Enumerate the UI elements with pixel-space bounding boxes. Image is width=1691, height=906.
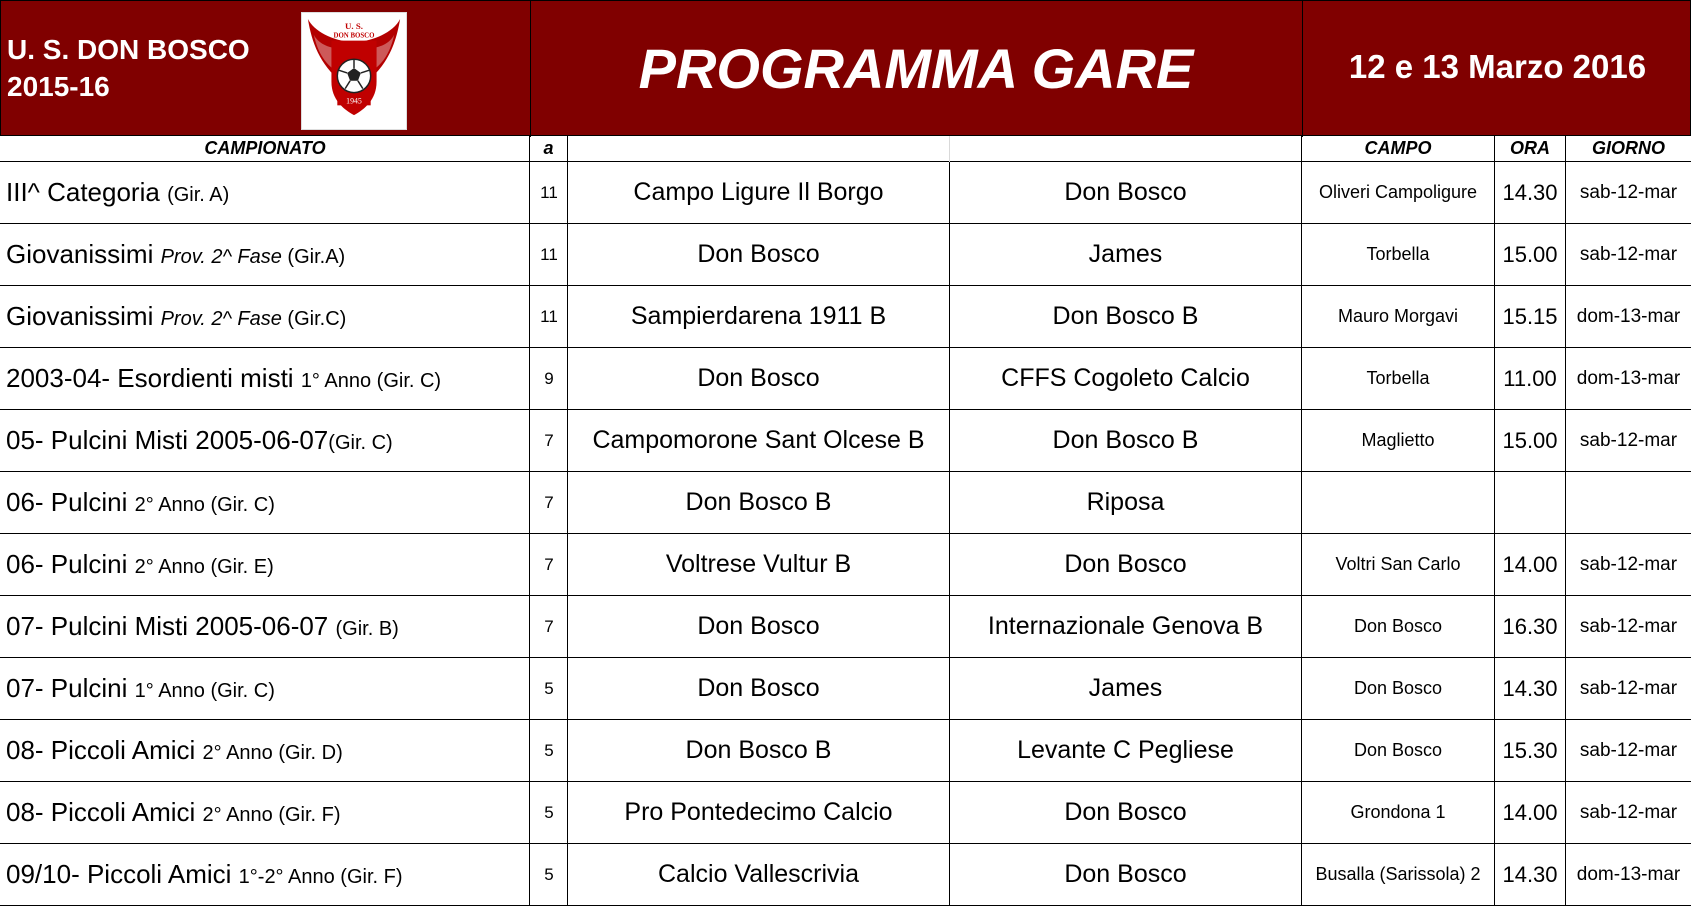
cell-round: 9 (544, 369, 554, 388)
cell-ora: 14.30 (1502, 862, 1558, 887)
cell-campionato (6, 472, 526, 533)
cell-home-team: Don Bosco (697, 612, 820, 640)
cell-campionato (6, 162, 526, 223)
cell-round: 11 (540, 183, 558, 202)
cell-away-team: Don Bosco (1064, 178, 1187, 206)
col-header-giorno: GIORNO (1591, 138, 1665, 158)
table-row (0, 844, 1691, 906)
cell-away-team: Don Bosco (1064, 860, 1187, 888)
cell-giorno: sab-12-mar (1579, 616, 1678, 637)
cell-ora: 15.00 (1502, 242, 1558, 267)
col-header-campionato: CAMPIONATO (204, 138, 326, 158)
col-header-campo: CAMPO (1364, 138, 1432, 158)
cell-ora: 14.30 (1502, 180, 1558, 205)
cell-ora: 14.00 (1502, 800, 1558, 825)
logo-name-text: DON BOSCO (333, 32, 375, 40)
league-name: Giovanissimi (6, 239, 161, 269)
cell-home-team: Campo Ligure Il Borgo (633, 178, 884, 206)
cell-away-team: Don Bosco B (1052, 426, 1199, 454)
cell-giorno: sab-12-mar (1579, 802, 1678, 823)
logo-year: 1945 (346, 96, 362, 106)
table-row (0, 162, 1691, 224)
league-detail: (Gir. B) (335, 618, 399, 640)
league-name: 07- Pulcini Misti 2005-06-07 (6, 611, 336, 641)
league-name: 07- Pulcini (6, 673, 135, 703)
cell-giorno: sab-12-mar (1579, 678, 1678, 699)
league-phase: Prov. 2^ Fase (160, 246, 282, 268)
cell-campionato (6, 224, 526, 285)
league-name: 06- Pulcini (6, 487, 135, 517)
league-detail: 1° Anno (Gir. C) (300, 370, 442, 392)
cell-away-team: Levante C Pegliese (1017, 736, 1234, 764)
cell-away-team: Don Bosco B (1052, 302, 1199, 330)
cell-round: 5 (544, 803, 554, 822)
table-row (0, 658, 1691, 720)
cell-home-team: Pro Pontedecimo Calcio (624, 798, 893, 826)
cell-giorno (1566, 472, 1691, 533)
table-row (0, 348, 1691, 410)
cell-round: 7 (544, 431, 554, 450)
cell-home-team: Voltrese Vultur B (665, 550, 852, 578)
column-header-row (0, 136, 1691, 162)
table-row (0, 596, 1691, 658)
cell-ora: 11.00 (1503, 366, 1557, 391)
cell-campionato (6, 720, 526, 781)
league-name: Giovanissimi (6, 301, 161, 331)
header-band (0, 0, 1691, 136)
cell-campionato (6, 286, 526, 347)
cell-home-team: Campomorone Sant Olcese B (592, 426, 925, 454)
grid-line (949, 136, 950, 162)
club-logo (301, 12, 407, 130)
league-group: (Gir.A) (281, 246, 346, 268)
league-name: III^ Categoria (6, 177, 168, 207)
cell-away-team: Don Bosco (1064, 798, 1187, 826)
cell-home-team: Don Bosco (697, 364, 820, 392)
table-row (0, 472, 1691, 534)
cell-giorno: dom-13-mar (1576, 864, 1681, 885)
cell-campo: Mauro Morgavi (1337, 306, 1459, 326)
cell-giorno: sab-12-mar (1579, 740, 1678, 761)
cell-ora: 14.00 (1502, 552, 1558, 577)
cell-ora: 15.00 (1502, 428, 1558, 453)
cell-campionato (6, 410, 526, 471)
cell-home-team: Don Bosco B (685, 736, 832, 764)
cell-campo: Don Bosco (1353, 616, 1443, 636)
table-row (0, 720, 1691, 782)
cell-away-team: James (1088, 240, 1163, 268)
table-row (0, 224, 1691, 286)
cell-campo (1302, 472, 1494, 533)
league-name: 09/10- Piccoli Amici (6, 859, 239, 889)
cell-campo: Grondona 1 (1350, 802, 1446, 822)
league-name: 08- Piccoli Amici (6, 735, 203, 765)
cell-campo: Oliveri Campoligure (1318, 182, 1478, 202)
cell-giorno: sab-12-mar (1579, 244, 1678, 265)
league-name: 2003-04- Esordienti misti (6, 363, 301, 393)
col-header-ora: ORA (1510, 138, 1550, 158)
match-date: 12 e 13 Marzo 2016 (1348, 48, 1647, 85)
cell-giorno: dom-13-mar (1576, 368, 1681, 389)
table-row (0, 286, 1691, 348)
club-name-line1: U. S. DON BOSCO (7, 34, 250, 65)
cell-away-team: Internazionale Genova B (987, 612, 1264, 640)
cell-home-team: Don Bosco (697, 674, 820, 702)
league-detail: 2° Anno (Gir. C) (134, 494, 275, 516)
cell-campionato (6, 348, 526, 409)
cell-campo: Torbella (1366, 244, 1430, 264)
cell-away-team: Riposa (1086, 488, 1165, 516)
league-detail: 2° Anno (Gir. E) (134, 556, 274, 578)
league-detail: 2° Anno (Gir. D) (202, 742, 343, 764)
cell-home-team: Don Bosco (697, 240, 820, 268)
cell-home-team: Calcio Vallescrivia (658, 860, 859, 888)
cell-campo: Don Bosco (1353, 740, 1443, 760)
cell-round: 7 (544, 555, 554, 574)
table-row (0, 410, 1691, 472)
cell-campo: Torbella (1366, 368, 1430, 388)
cell-away-team: James (1088, 674, 1163, 702)
schedule-table (0, 162, 1691, 906)
league-group: (Gir.C) (281, 308, 347, 330)
cell-campionato (6, 534, 526, 595)
table-row (0, 782, 1691, 844)
league-detail: (Gir. C) (328, 432, 393, 454)
league-detail: 1° Anno (Gir. C) (134, 680, 275, 702)
league-detail: 2° Anno (Gir. F) (202, 804, 341, 826)
club-season: 2015-16 (7, 71, 110, 102)
cell-campo: Busalla (Sarissola) 2 (1315, 864, 1481, 884)
cell-campo: Maglietto (1361, 430, 1435, 450)
cell-round: 11 (540, 307, 558, 326)
cell-giorno: sab-12-mar (1579, 554, 1678, 575)
cell-campionato (6, 658, 526, 719)
cell-giorno: sab-12-mar (1579, 182, 1678, 203)
cell-ora: 16.30 (1502, 614, 1558, 639)
league-name: 05- Pulcini Misti 2005-06-07 (6, 425, 329, 455)
cell-round: 7 (544, 617, 554, 636)
club-crest-icon (302, 13, 406, 129)
cell-campo: Don Bosco (1353, 678, 1443, 698)
league-phase: Prov. 2^ Fase (160, 308, 282, 330)
cell-ora: 15.15 (1502, 304, 1558, 329)
cell-campionato (6, 596, 526, 657)
cell-round: 5 (544, 679, 554, 698)
cell-ora (1495, 472, 1565, 533)
table-row (0, 534, 1691, 596)
league-detail: (Gir. A) (167, 184, 230, 206)
cell-home-team: Sampierdarena 1911 B (630, 302, 887, 330)
cell-away-team: CFFS Cogoleto Calcio (1001, 364, 1250, 392)
cell-round: 11 (540, 245, 558, 264)
club-name (7, 31, 250, 105)
cell-giorno: sab-12-mar (1579, 430, 1678, 451)
cell-round: 7 (544, 493, 554, 512)
cell-home-team: Don Bosco B (685, 488, 832, 516)
cell-giorno: dom-13-mar (1576, 306, 1681, 327)
cell-ora: 14.30 (1502, 676, 1558, 701)
league-name: 06- Pulcini (6, 549, 135, 579)
league-detail: 1°-2° Anno (Gir. F) (238, 866, 403, 888)
cell-campionato (6, 782, 526, 843)
cell-round: 5 (544, 865, 554, 884)
cell-campionato (6, 844, 526, 905)
league-name: 08- Piccoli Amici (6, 797, 203, 827)
logo-top-text: U. S. (345, 20, 363, 31)
cell-ora: 15.30 (1502, 738, 1558, 763)
page-title: PROGRAMMA GARE (638, 37, 1194, 100)
col-header-a: a (543, 138, 554, 158)
cell-away-team: Don Bosco (1064, 550, 1187, 578)
cell-campo: Voltri San Carlo (1335, 554, 1461, 574)
cell-round: 5 (544, 741, 554, 760)
